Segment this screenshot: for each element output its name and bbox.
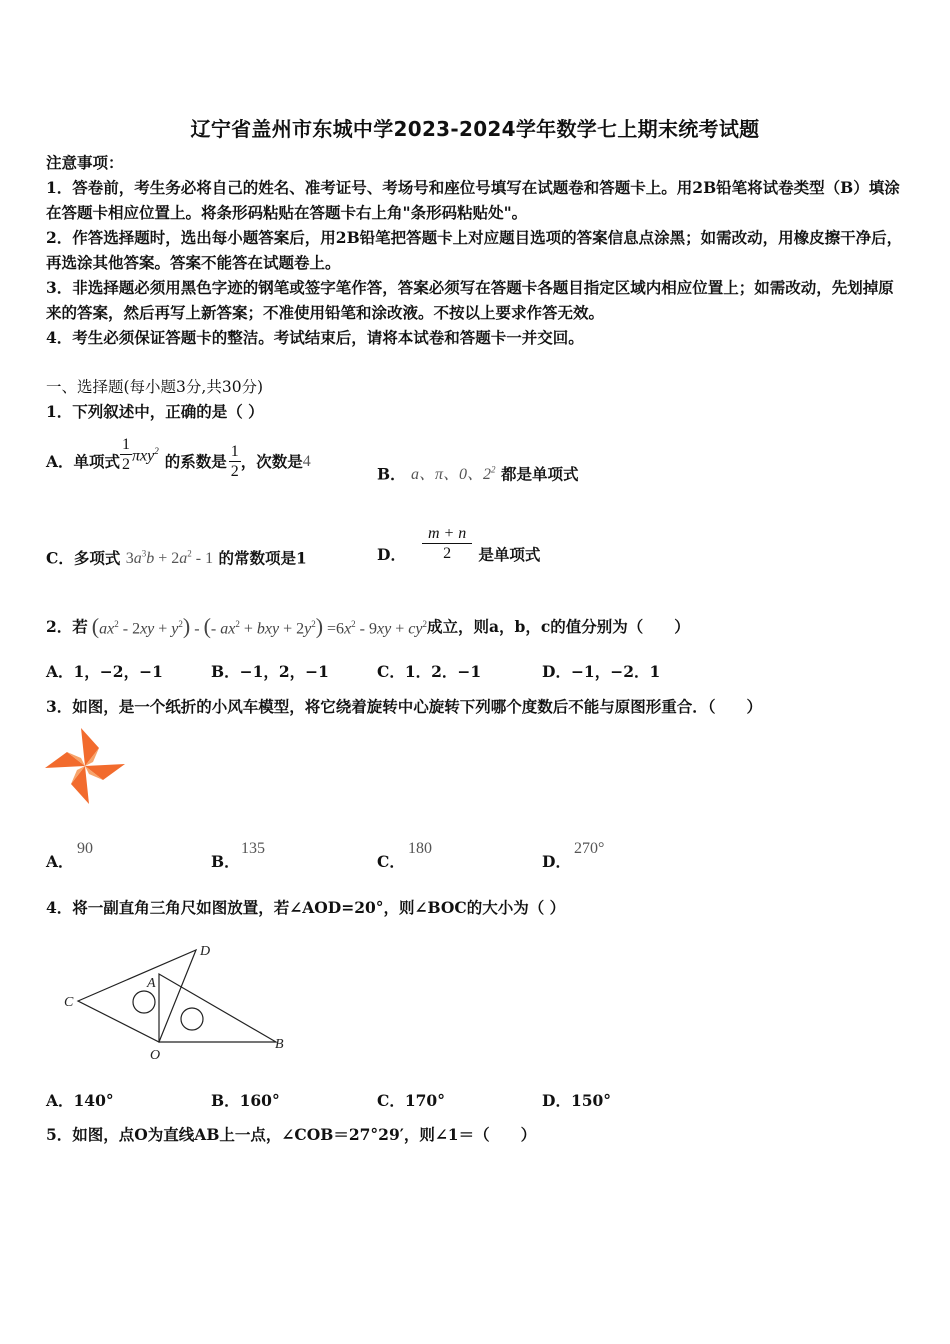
q3-stem: 3．如图，是一个纸折的小风车模型，将它绕着旋转中心旋转下列哪个度数后不能与原图形重合．（ ）	[46, 697, 763, 716]
q5-stem: 5．如图，点O为直线AB上一点，∠COB＝27°29′，则∠1＝（ ）	[46, 1125, 537, 1144]
q1-stem: 1．下列叙述中，正确的是（ ）	[46, 402, 264, 421]
q2-stem	[46, 612, 690, 641]
q2-option-c: C．1．2．−1	[377, 662, 482, 681]
label-c: C	[64, 995, 74, 1010]
q3-option-a-value: 90	[77, 840, 93, 857]
q1-option-b	[377, 458, 578, 487]
q1-b-suffix: 都是单项式	[500, 464, 579, 484]
q3-option-b-label: B．	[211, 852, 240, 871]
page-title: 辽宁省盖州市东城中学2023-2024学年数学七上期末统考试题	[190, 117, 760, 141]
q1-d-fraction: $\frac{m + n}{2}$	[422, 524, 472, 563]
q4-option-b: B．160°	[211, 1091, 280, 1110]
q4-stem: 4．将一副直角三角尺如图放置，若∠AOD=20°，则∠BOC的大小为（ ）	[46, 898, 566, 917]
circle-hole-left	[133, 991, 155, 1013]
q2-option-b: B．−1，2，−1	[211, 662, 329, 681]
q2-option-d: D．−1，−2．1	[542, 662, 661, 681]
q4-option-c: C．170°	[377, 1091, 445, 1110]
q4-option-a: A．140°	[46, 1091, 114, 1110]
q1-c-prefix: C．多项式	[46, 548, 121, 568]
q1-a-fraction: $\frac{1}{2}$	[122, 435, 131, 473]
q1-d-suffix: 是单项式	[478, 545, 541, 564]
q2-prefix: 2．若	[46, 617, 88, 637]
note-item-4: 4．考生必须保证答题卡的整洁。考试结束后，请将本试卷和答题卡一并交回。	[46, 328, 584, 347]
q1-b-prefix: B．	[377, 464, 406, 484]
q1-a-monomial: πxy$^2$	[132, 446, 159, 465]
q1-a-mid: 的系数是	[164, 451, 227, 471]
notes-heading: 注意事项：	[46, 153, 124, 172]
q3-option-d-label: D．	[542, 852, 571, 871]
q3-option-d-value: 270°	[574, 840, 605, 857]
q1-b-math: a、π、0、$2^2$	[411, 465, 496, 484]
circle-hole-right	[181, 1008, 203, 1030]
note-item-2: 2．作答选择题时，选出每小题答案后，用2B铅笔把答题卡上对应题目选项的答案信息点涂黑；如需改动，用橡皮擦干净后，再选涂其他答案。答案不能答在试题卷上。	[46, 228, 903, 272]
q1-a-prefix: A．单项式	[46, 451, 121, 471]
q3-option-b-value: 135	[241, 840, 265, 857]
q1-c-polynomial: $3a^3b + 2a^2 - 1$	[125, 549, 214, 568]
q3-option-c-label: C．	[377, 852, 405, 871]
label-o: O	[150, 1048, 161, 1063]
label-d: D	[200, 944, 211, 959]
q1-a-degree: 4	[302, 452, 311, 470]
triangle-aob	[159, 974, 276, 1042]
q1-d-prefix: D．	[377, 545, 406, 564]
pinwheel-figure	[44, 726, 130, 808]
q1-a-suffix: ，次数是	[240, 451, 303, 471]
q3-option-c-value: 180	[408, 840, 432, 857]
q2-option-a: A．1，−2，−1	[46, 662, 163, 681]
q4-option-d: D．150°	[542, 1091, 612, 1110]
q1-c-suffix: 的常数项是1	[218, 548, 307, 568]
section-heading: 一、选择题(每小题3分,共30分)	[46, 378, 264, 396]
q1-option-d	[377, 520, 540, 567]
q2-suffix: 成立，则a，b，c的值分别为（ ）	[426, 617, 690, 637]
q3-option-a-label: A．	[46, 852, 74, 871]
q1-a-coef: $\frac{1}{2}$	[230, 442, 239, 480]
label-a: A	[147, 976, 156, 991]
q1-option-a	[46, 436, 311, 486]
note-item-1: 1．答卷前，考生务必将自己的姓名、准考证号、考场号和座位号填写在试题卷和答题卡上。用2B铅笔将试卷类型（B）填涂在答题卡相应位置上。将条形码粘贴在答题卡右上角"条形码粘贴处"。	[46, 178, 900, 222]
label-b: B	[275, 1037, 284, 1052]
q1-option-c	[46, 542, 307, 571]
note-item-3: 3．非选择题必须用黑色字迹的钢笔或签字笔作答，答案必须写在答题卡各题目指定区域内相应位置上；如需改动，先划掉原来的答案，然后再写上新答案；不准使用铅笔和涂改液。不按以上要求作答无效。	[46, 278, 894, 322]
q2-equation: $(ax^2 - 2xy + y^2)$ - (- $ax^2$ + bxy + $2y^2) =6x^2 - 9xy + cy^2$	[91, 613, 427, 639]
triangles-figure	[60, 938, 292, 1064]
triangle-cod	[78, 950, 196, 1042]
